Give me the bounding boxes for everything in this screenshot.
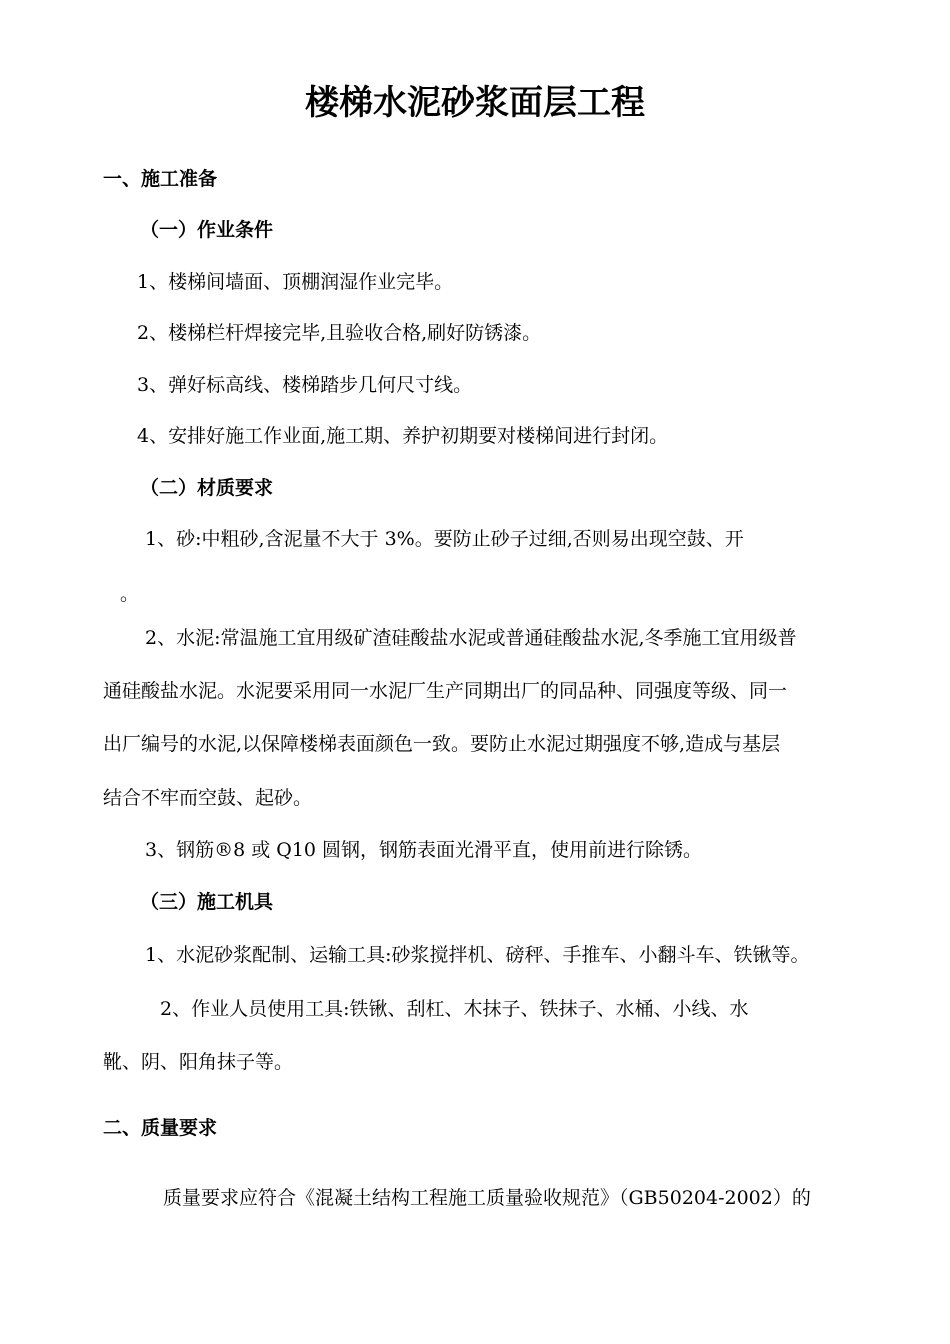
work-condition-item-3: 3、弹好标高线、楼梯踏步几何尺寸线。 <box>137 374 473 396</box>
subsection-heading-material-requirements: （二）材质要求 <box>140 477 274 499</box>
material-item-1-line-2: 。 <box>120 583 140 605</box>
material-item-2-line-1: 2、水泥:常温施工宜用级矿渣硅酸盐水泥或普通硅酸盐水泥,冬季施工宜用级普 <box>145 627 797 649</box>
material-item-2-line-4: 结合不牢而空鼓、起砂。 <box>103 787 313 809</box>
work-condition-item-2: 2、楼梯栏杆焊接完毕,且验收合格,刷好防锈漆。 <box>137 322 542 344</box>
quality-paragraph-line-1: 质量要求应符合《混凝土结构工程施工质量验收规范》（GB50204-2002）的 <box>163 1187 811 1209</box>
material-item-2-line-2: 通硅酸盐水泥。水泥要采用同一水泥厂生产同期出厂的同品种、同强度等级、同一 <box>103 680 788 702</box>
material-item-1-line-1: 1、砂:中粗砂,含泥量不大于 3%。要防止砂子过细,否则易出现空鼓、开 <box>145 528 744 550</box>
section-heading-quality-requirements: 二、质量要求 <box>103 1117 218 1139</box>
tools-item-1: 1、水泥砂浆配制、运输工具:砂浆搅拌机、磅秤、手推车、小翻斗车、铁锹等。 <box>145 944 810 966</box>
page-title: 楼梯水泥砂浆面层工程 <box>305 83 645 123</box>
material-item-2-line-3: 出厂编号的水泥,以保障楼梯表面颜色一致。要防止水泥过期强度不够,造成与基层 <box>103 733 781 755</box>
section-heading-construction-prep: 一、施工准备 <box>103 168 218 190</box>
subsection-heading-work-conditions: （一）作业条件 <box>140 219 274 241</box>
tools-item-2-line-2: 靴、阴、阳角抹子等。 <box>103 1051 294 1073</box>
work-condition-item-1: 1、楼梯间墙面、顶棚润湿作业完毕。 <box>137 271 454 293</box>
work-condition-item-4: 4、安排好施工作业面,施工期、养护初期要对楼梯间进行封闭。 <box>137 425 669 447</box>
subsection-heading-construction-tools: （三）施工机具 <box>140 891 274 913</box>
material-item-3: 3、钢筋®8 或 Q10 圆钢，钢筋表面光滑平直，使用前进行除锈。 <box>145 839 703 861</box>
tools-item-2-line-1: 2、作业人员使用工具:铁锹、刮杠、木抹子、铁抹子、水桶、小线、水 <box>160 998 749 1020</box>
